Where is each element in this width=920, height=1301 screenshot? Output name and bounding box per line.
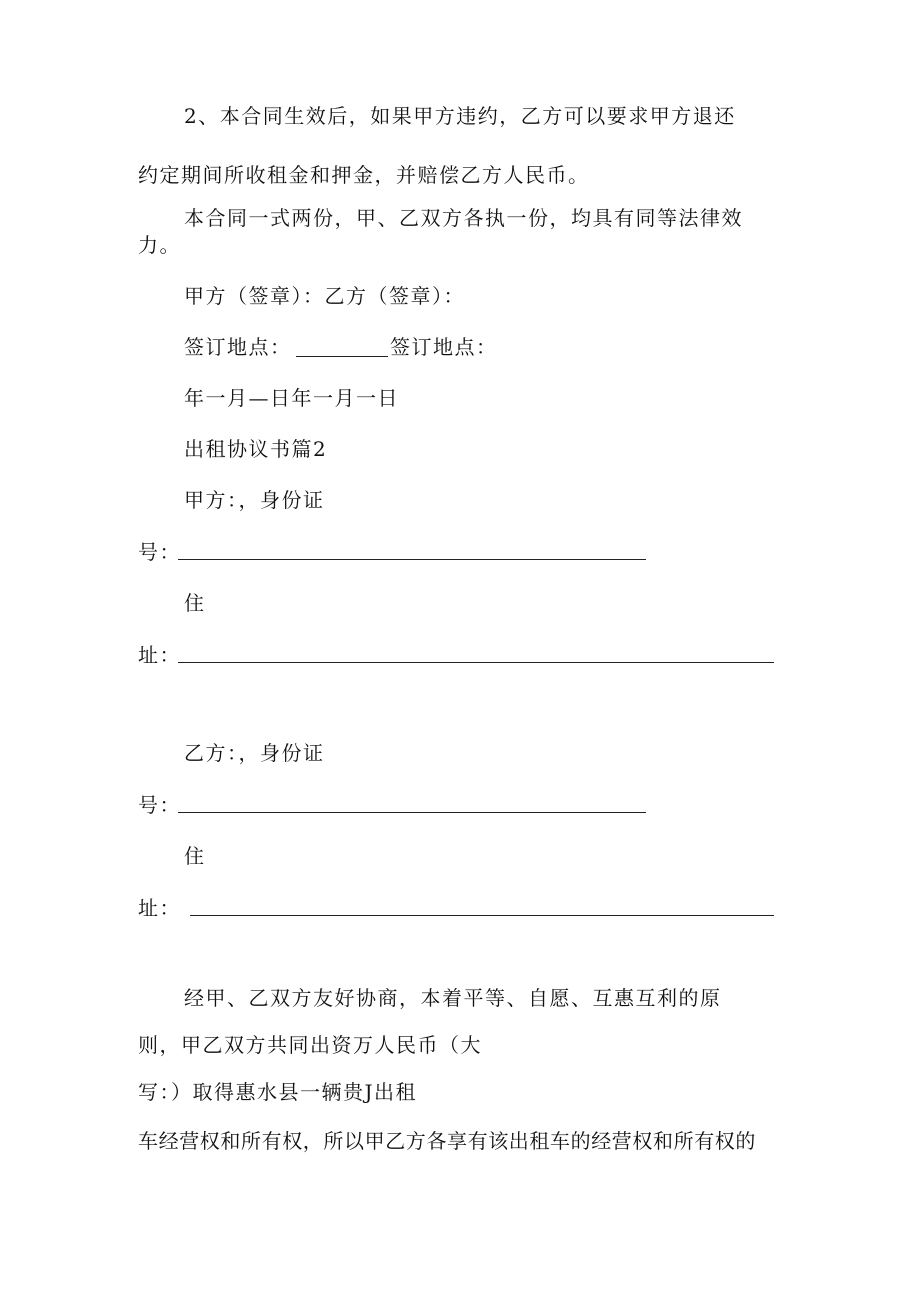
party-b-address-label: 址： bbox=[138, 896, 181, 920]
paragraph-line: 本合同一式两份，甲、乙双方各执一份，均具有同等法律效 bbox=[184, 206, 743, 230]
paragraph-line: 写：）取得惠水县一辆贵J出租 bbox=[138, 1080, 418, 1104]
paragraph-line: 则，甲乙双方共同出资万人民币（大 bbox=[138, 1033, 482, 1057]
paragraph-line: 力。 bbox=[138, 233, 181, 257]
paragraph-line: 经甲、乙双方友好协商，本着平等、自愿、互惠互利的原 bbox=[184, 986, 722, 1010]
party-b-id-blank bbox=[178, 812, 646, 813]
party-a-id-label: 甲方：，身份证 bbox=[184, 488, 325, 512]
paragraph-line: 2、本合同生效后，如果甲方违约，乙方可以要求甲方退还 bbox=[184, 104, 736, 128]
paragraph-line: 约定期间所收租金和押金，并赔偿乙方人民币。 bbox=[138, 163, 590, 187]
signing-place-label-b: 签订地点： bbox=[390, 335, 498, 359]
party-a-address-label-top: 住 bbox=[184, 591, 206, 615]
party-a-id-blank bbox=[178, 559, 646, 560]
party-b-address-label-top: 住 bbox=[184, 844, 206, 868]
party-b-id-number-label: 号： bbox=[138, 793, 181, 817]
party-a-id-number-label: 号： bbox=[138, 540, 181, 564]
party-a-address-blank bbox=[178, 662, 774, 663]
signature-line: 甲方（签章）：乙方（签章）： bbox=[184, 284, 465, 308]
party-b-id-label: 乙方：，身份证 bbox=[184, 741, 325, 765]
party-b-address-blank bbox=[190, 915, 774, 916]
signing-place-blank bbox=[296, 356, 388, 357]
date-line: 年一月—日年一月一日 bbox=[184, 386, 399, 410]
section-title: 出租协议书篇2 bbox=[184, 437, 328, 461]
signing-place-label-a: 签订地点： bbox=[184, 335, 292, 359]
party-a-address-label: 址： bbox=[138, 643, 181, 667]
paragraph-line: 车经营权和所有权，所以甲乙方各享有该出租车的经营权和所有权的 bbox=[138, 1129, 756, 1153]
